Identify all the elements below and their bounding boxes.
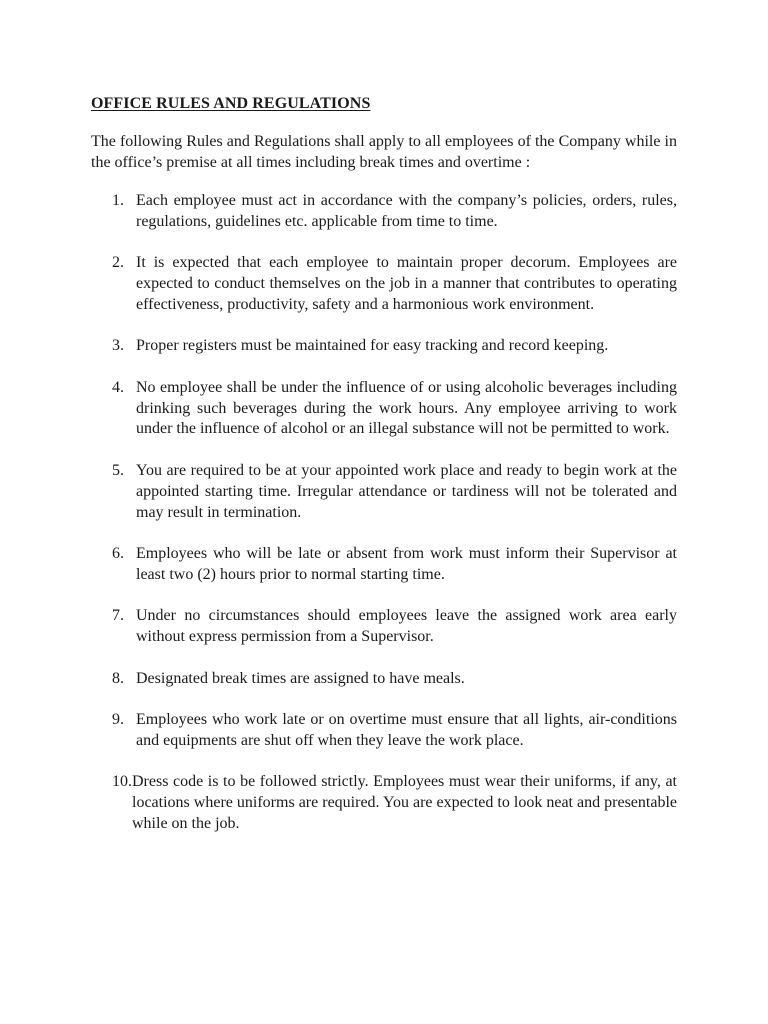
rule-number: 5. — [112, 461, 124, 479]
rule-item-7 — [91, 606, 677, 648]
rule-number: 9. — [112, 711, 124, 729]
intro-paragraph: The following Rules and Regulations shall apply to all employees of the Company while in the office’s premise at all times including break times and overtime : — [91, 133, 677, 171]
rule-number: 2. — [112, 254, 124, 272]
rule-item-2 — [91, 253, 677, 315]
rule-item-4 — [91, 378, 677, 440]
rule-text: Proper registers must be maintained for easy tracking and record keeping. — [136, 337, 609, 355]
rule-number: 8. — [112, 669, 124, 687]
rule-text: Employees who work late or on overtime must ensure that all lights, air-conditions and equipments are shut off when they leave the work place. — [136, 711, 677, 749]
rule-number: 6. — [112, 545, 124, 562]
document-title: OFFICE RULES AND REGULATIONS — [91, 95, 371, 112]
rule-text: No employee shall be under the influence of or using alcoholic beverages including drinking such beverages during the work hours. Any employee arriving to work under the influence of alcohol or an illegal substance will not be permitted to work. — [136, 378, 677, 438]
rule-item-8 — [91, 669, 677, 690]
rule-item-1 — [91, 191, 677, 233]
rule-item-5 — [91, 461, 677, 523]
rule-item-10 — [91, 772, 677, 834]
rule-text: Under no circumstances should employees leave the assigned work area early without express permission from a Supervisor. — [136, 607, 677, 646]
document-body — [91, 93, 677, 855]
rule-text: Dress code is to be followed strictly. Employees must wear their uniforms, if any, at locations where uniforms are required. You are expected to look neat and presentable while on the job. — [132, 773, 677, 832]
rule-number: 10. — [112, 773, 132, 791]
rule-number: 1. — [112, 192, 124, 209]
rule-number: 4. — [112, 378, 124, 396]
rules-list — [91, 191, 677, 835]
rule-text: Each employee must act in accordance with the company’s policies, orders, rules, regulations, guidelines etc. applicable from time to time. — [136, 192, 677, 230]
rule-item-6 — [91, 544, 677, 586]
rule-text: You are required to be at your appointed work place and ready to begin work at the appointed starting time. Irregular attendance or tardiness will not be tolerated and may result in termination. — [136, 461, 677, 521]
rule-text: Employees who will be late or absent from work must inform their Supervisor at least two (2) hours prior to normal starting time. — [136, 545, 677, 583]
rule-number: 3. — [112, 337, 124, 355]
rule-text: It is expected that each employee to maintain proper decorum. Employees are expected to conduct themselves on the job in a manner that contributes to operating effectiveness, productivity, safety and a harmonious work environment. — [136, 254, 677, 313]
rule-item-3 — [91, 336, 677, 357]
rule-number: 7. — [112, 607, 124, 625]
rule-item-9 — [91, 710, 677, 752]
rule-text: Designated break times are assigned to have meals. — [136, 669, 465, 687]
